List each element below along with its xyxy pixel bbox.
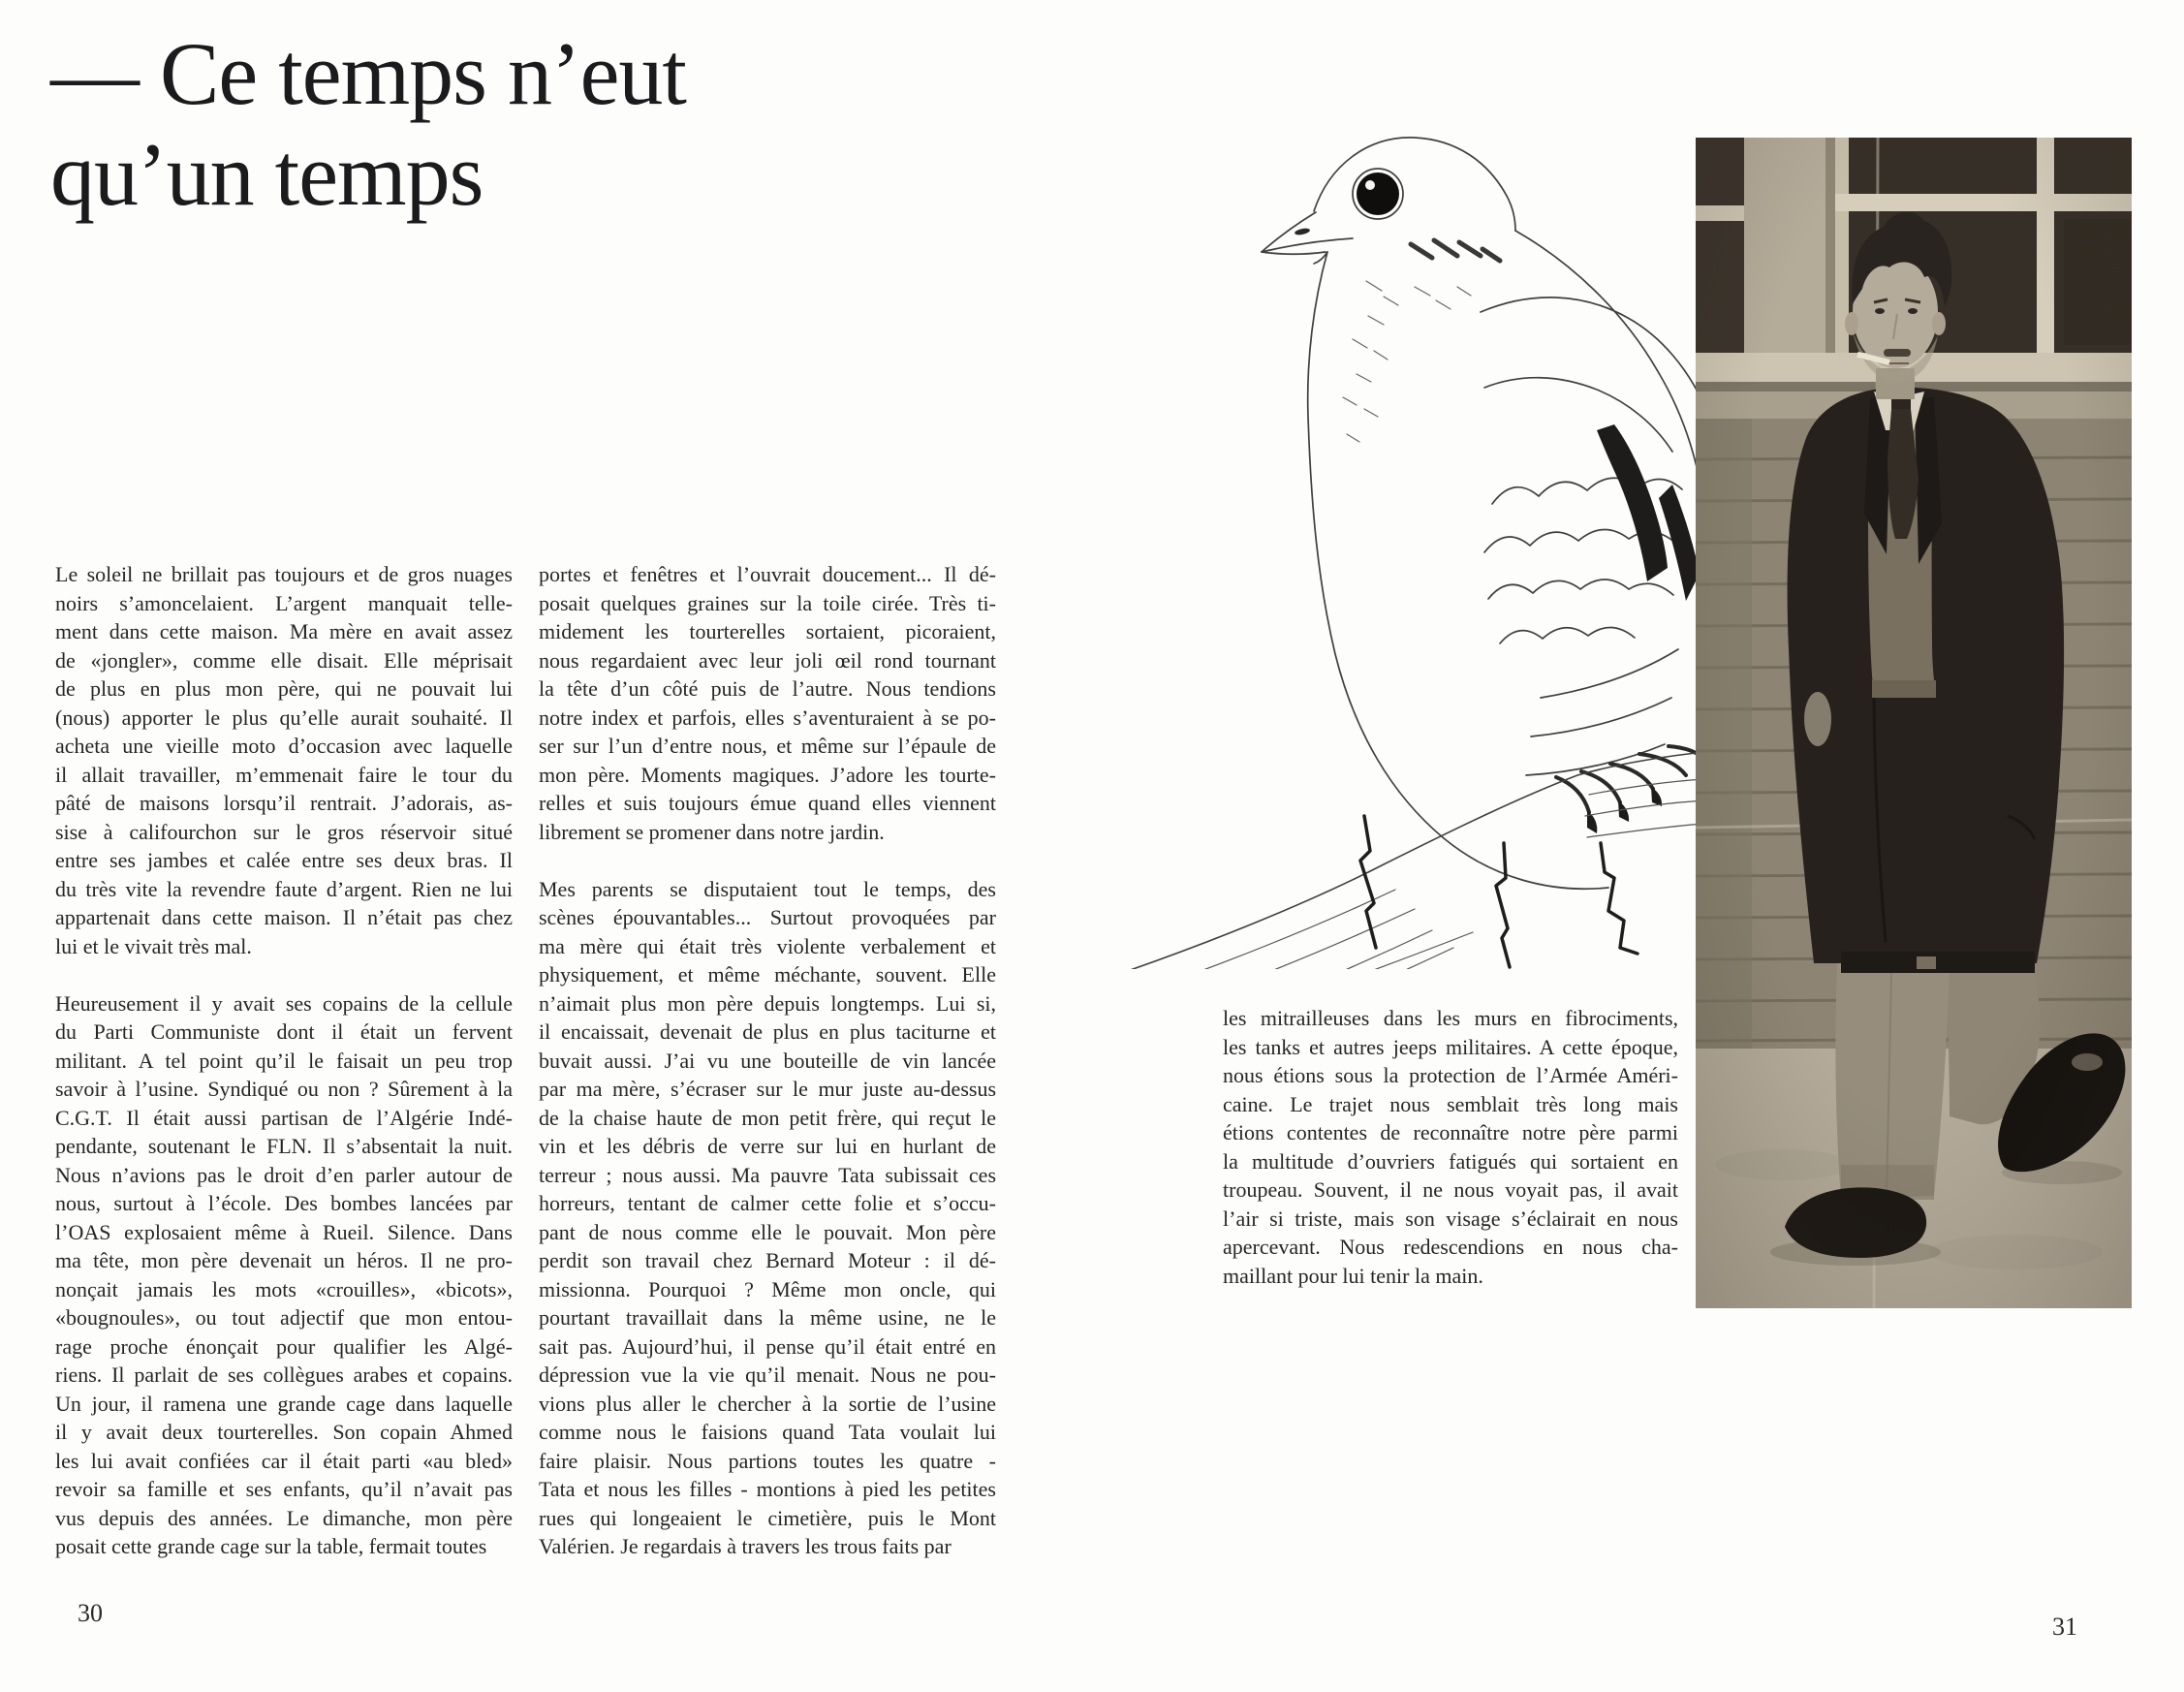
paragraph [539,560,996,846]
text-line: nonçait jamais les mots «crouilles», «bicots», [55,1276,513,1301]
text-line: la tête d’un côté puis de l’autre. Nous tendions [539,676,996,701]
text-line: perdit son travail chez Bernard Moteur : il dé- [539,1248,996,1272]
text-line: sait pas. Aujourd’hui, il pense qu’il était entré en [539,1333,996,1359]
text-line: entre ses jambes et calée entre ses deux bras. Il [55,848,513,872]
text-line: l’air si triste, mais son visage s’éclairait en nous [1223,1206,1678,1231]
text-line: l’OAS explosaient même à Rueil. Silence. Dans [55,1219,513,1244]
text-line: ma tête, mon père devenait un héros. Il ne pro- [55,1248,513,1272]
text-line: de plus en plus mon père, qui ne pouvait lui [55,676,513,701]
archival-photo [1696,138,2132,1308]
text-line: revoir sa famille et ses enfants, qu’il n’avait pas [55,1477,513,1501]
text-line: caine. Le trajet nous semblait très long mais [1223,1091,1678,1116]
text-line: posait cette grande cage sur la table, fermait toutes [55,1534,487,1558]
text-line: Tata et nous les filles - montions à pied les petites [539,1477,996,1501]
text-line: il allait travailler, m’emmenait faire le tour du [55,762,513,787]
paragraph [1223,1004,1678,1290]
text-line: buvait aussi. J’ai vu une bouteille de vin lancée [539,1048,996,1073]
text-line: il encaissait, devenait de plus en plus taciturne et [539,1019,996,1044]
text-column-2 [539,560,996,1561]
text-line: Le soleil ne brillait pas toujours et de gros nuages [55,562,513,586]
text-line: Valérien. Je regardais à travers les trous faits par [539,1534,952,1558]
text-line: rues qui longeaient le cimetière, puis le Mont [539,1505,996,1530]
text-line: Heureusement il y avait ses copains de la cellule [55,990,513,1016]
text-line: C.G.T. Il était aussi partisan de l’Algérie Indé- [55,1105,513,1130]
text-line: portes et fenêtres et l’ouvrait doucement... Il dé- [539,562,996,586]
text-line: horreurs, tentant de calmer cette folie et s’occu- [539,1191,996,1215]
text-line: nous, surtout à l’école. Des bombes lancées par [55,1191,513,1215]
text-line: maillant pour lui tenir la main. [1223,1263,1483,1288]
text-line: nous étions sous la protection de l’Armée Améri- [1223,1063,1678,1087]
text-line: rage proche énonçait pour qualifier les Algé- [55,1333,513,1359]
text-line: de la chaise haute de mon petit frère, qui reçut le [539,1105,996,1130]
text-line: par ma mère, s’écraser sur le mur juste au-dessus [539,1077,996,1101]
text-line: librement se promener dans notre jardin. [539,819,885,844]
text-line: acheta une vieille moto d’occasion avec laquelle [55,734,513,758]
text-line: étions contentes de reconnaître notre père parmi [1223,1120,1678,1144]
text-line: terreur ; nous aussi. Ma pauvre Tata subissait ces [539,1162,996,1187]
paragraph [55,560,513,960]
text-line: appartenait dans cette maison. Il n’était pas chez [55,905,513,929]
text-column-1 [55,560,513,1561]
text-line: vions plus aller le chercher à la sortie de l’usine [539,1391,996,1416]
text-line: relles et suis toujours émue quand elles viennent [539,791,996,815]
text-line: troupeau. Souvent, il ne nous voyait pas, il avait [1223,1177,1678,1202]
text-line: les lui avait confiées car il était parti «au bled» [55,1448,513,1473]
text-line: ment dans cette maison. Ma mère en avait assez [55,619,513,643]
text-line: il y avait deux tourterelles. Son copain Ahmed [55,1420,513,1444]
chapter-title-line-1: — Ce temps n’eut [50,24,686,123]
text-line: mon père. Moments magiques. J’adore les tourte- [539,762,996,787]
paragraph [55,989,513,1561]
text-line: ser sur l’un d’entre nous, et même sur l’épaule de [539,734,996,758]
text-line: noirs s’amoncelaient. L’argent manquait telle- [55,590,513,615]
text-line: pâté de maisons lorsqu’il rentrait. J’adorais, as- [55,791,513,815]
chapter-title-line-2: qu’un temps [50,125,484,224]
text-line: la multitude d’ouvriers fatigués qui sortaient en [1223,1148,1678,1174]
text-line: savoir à l’usine. Syndiqué ou non ? Sûrement à la [55,1077,513,1101]
text-line: missionna. Pourquoi ? Même mon oncle, qui [539,1276,996,1301]
text-line: vus depuis des années. Le dimanche, mon père [55,1505,513,1530]
text-line: du très vite la revendre faute d’argent. Rien ne lui [55,876,513,901]
text-line: riens. Il parlait de ses collègues arabes et copains. [55,1363,513,1387]
text-line: les tanks et autres jeeps militaires. A cette époque, [1223,1034,1678,1059]
text-line: Nous n’avions pas le droit d’en parler autour de [55,1162,513,1187]
text-line: midement les tourterelles sortaient, picoraient, [539,619,996,643]
text-line: (nous) apporter le plus qu’elle aurait souhaité. Il [55,705,513,730]
text-line: dépression vue la vie qu’il menait. Nous ne pou- [539,1363,996,1387]
text-line: du Parti Communiste dont il était un fervent [55,1019,513,1044]
page-number-right: 31 [2052,1613,2077,1641]
text-line: apercevant. Nous redescendions en nous cha- [1223,1235,1678,1259]
chapter-title [50,23,1019,225]
text-line: ma mère qui était très violente verbalement et [539,933,996,958]
text-line: vin et les débris de verre sur lui en hurlant de [539,1134,996,1158]
dove-illustration-svg [1124,97,1705,969]
text-line: militant. A tel point qu’il le faisait un peu trop [55,1048,513,1073]
text-line: nous regardaient avec leur joli œil rond tournant [539,647,996,673]
page-number-left: 30 [78,1599,103,1627]
text-line: Mes parents se disputaient tout le temps, des [539,876,996,901]
text-line: notre index et parfois, elles s’aventuraient à se po- [539,705,996,730]
text-line: sise à califourchon sur le gros réservoir situé [55,819,513,844]
dove-illustration [1124,97,1705,969]
text-line: «bougnoules», ou tout adjectif que mon entou- [55,1305,513,1330]
text-line: comme nous le faisions quand Tata voulait lui [539,1420,996,1444]
text-line: lui et le vivait très mal. [55,933,252,958]
text-line: posait quelques graines sur la toile cirée. Très ti- [539,590,996,615]
text-line: n’aimait plus mon père depuis longtemps. Lui si, [539,990,996,1016]
text-column-3 [1223,1004,1678,1290]
text-line: faire plaisir. Nous partions toutes les quatre - [539,1448,996,1473]
text-line: les mitrailleuses dans les murs en fibrociments, [1223,1006,1678,1030]
text-line: pourtant travaillait dans la même usine, ne le [539,1305,996,1330]
text-line: pant de nous comme elle le pouvait. Mon père [539,1219,996,1244]
text-line: Un jour, il ramena une grande cage dans laquelle [55,1391,513,1416]
archival-photo-svg [1696,138,2132,1308]
text-line: scènes épouvantables... Surtout provoquées par [539,905,996,929]
text-line: de «jongler», comme elle disait. Elle méprisait [55,647,513,673]
paragraph [539,875,996,1561]
text-line: pendante, soutenant le FLN. Il s’absentait la nuit. [55,1134,513,1158]
text-line: physiquement, et même méchante, souvent. Elle [539,962,996,987]
